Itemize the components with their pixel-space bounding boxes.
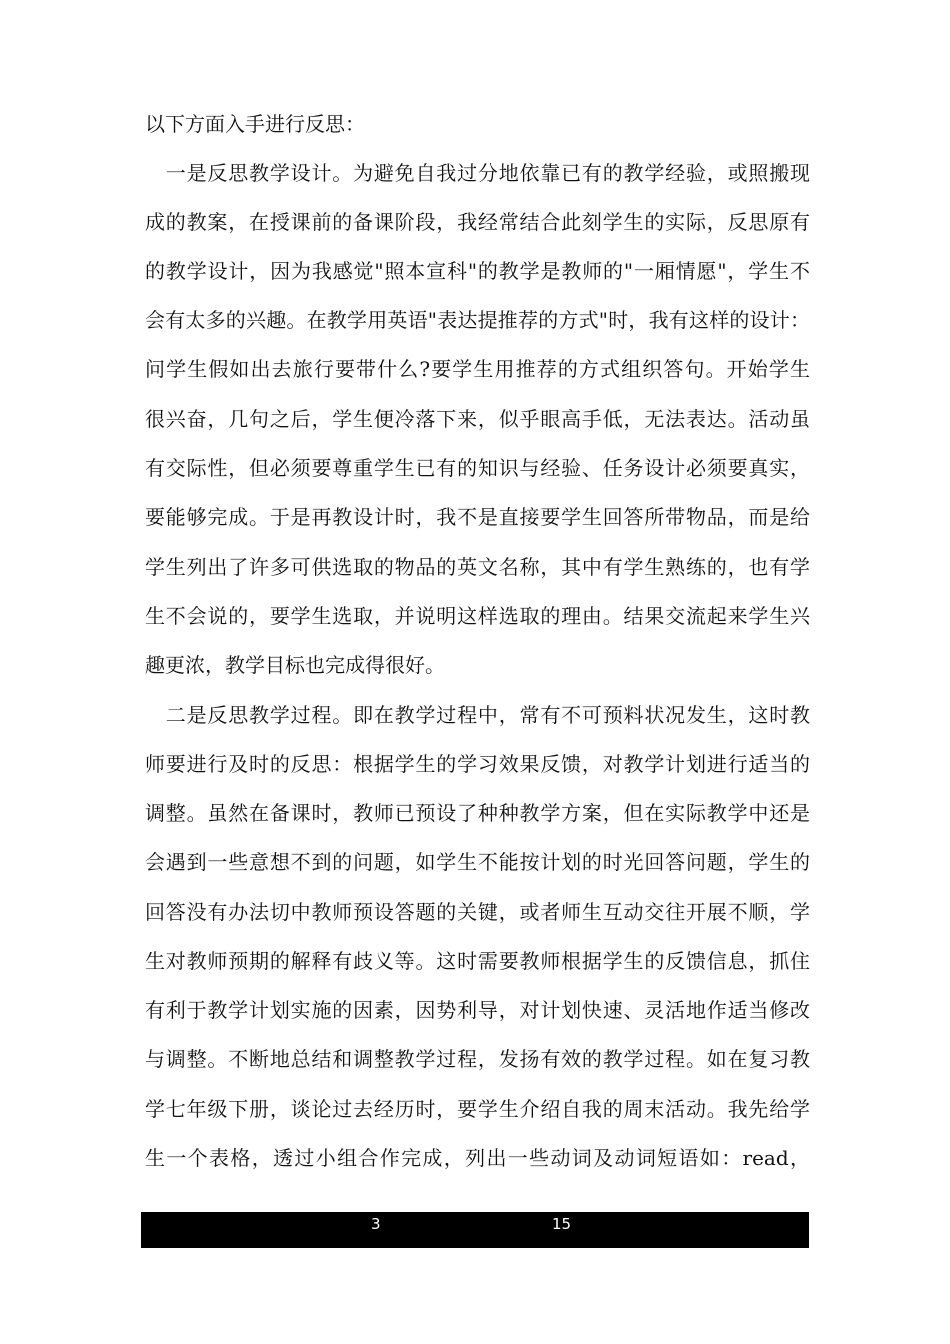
text-line: 会有太多的兴趣。在教学用英语"表达提推荐的方式"时，我有这样的设计：: [145, 308, 810, 332]
text-line: 要能够完成。于是再教设计时，我不是直接要学生回答所带物品，而是给: [145, 505, 810, 529]
text-line: 学七年级下册，谈论过去经历时，要学生介绍自我的周末活动。我先给学: [145, 1097, 810, 1121]
page-footer: [141, 1212, 809, 1248]
text-line: 回答没有办法切中教师预设答题的关键，或者师生互动交往开展不顺，学: [145, 900, 810, 924]
text-line: 有交际性，但必须要尊重学生已有的知识与经验、任务设计必须要真实，: [145, 456, 810, 480]
text-line: 有利于教学计划实施的因素，因势利导，对计划快速、灵活地作适当修改: [145, 998, 810, 1022]
text-line: 学生列出了许多可供选取的物品的英文名称，其中有学生熟练的，也有学: [145, 555, 810, 579]
text-line: 生不会说的，要学生选取，并说明这样选取的理由。结果交流起来学生兴: [145, 604, 810, 628]
text-line: 生一个表格，透过小组合作完成，列出一些动词及动词短语如：read，: [145, 1146, 810, 1170]
text-line: 很兴奋，几句之后，学生便冷落下来，似乎眼高手低，无法表达。活动虽: [145, 407, 810, 431]
text-line: 生对教师预期的解释有歧义等。这时需要教师根据学生的反馈信息，抓住: [145, 949, 810, 973]
text-line: 一是反思教学设计。为避免自我过分地依靠已有的教学经验，或照搬现: [145, 161, 810, 185]
text-line: 调整。虽然在备课时，教师已预设了种种教学方案，但在实际教学中还是: [145, 801, 810, 825]
text-line: 趣更浓，教学目标也完成得很好。: [145, 653, 445, 677]
text-line: 成的教案，在授课前的备课阶段，我经常结合此刻学生的实际，反思原有: [145, 210, 810, 234]
text-line: 与调整。不断地总结和调整教学过程，发扬有效的教学过程。如在复习教: [145, 1047, 810, 1071]
text-line: 二是反思教学过程。即在教学过程中，常有不可预料状况发生，这时教: [145, 703, 810, 727]
page-count: 15: [552, 1215, 572, 1233]
text-line: 的教学设计，因为我感觉"照本宣科"的教学是教师的"一厢情愿"，学生不: [145, 259, 810, 283]
page-number: 3: [371, 1215, 381, 1233]
text-line: 师要进行及时的反思：根据学生的学习效果反馈，对教学计划进行适当的: [145, 752, 810, 776]
text-line: 以下方面入手进行反思：: [145, 112, 365, 136]
text-line: 问学生假如出去旅行要带什么?要学生用推荐的方式组织答句。开始学生: [145, 357, 810, 381]
text-line: 会遇到一些意想不到的问题，如学生不能按计划的时光回答问题，学生的: [145, 850, 810, 874]
